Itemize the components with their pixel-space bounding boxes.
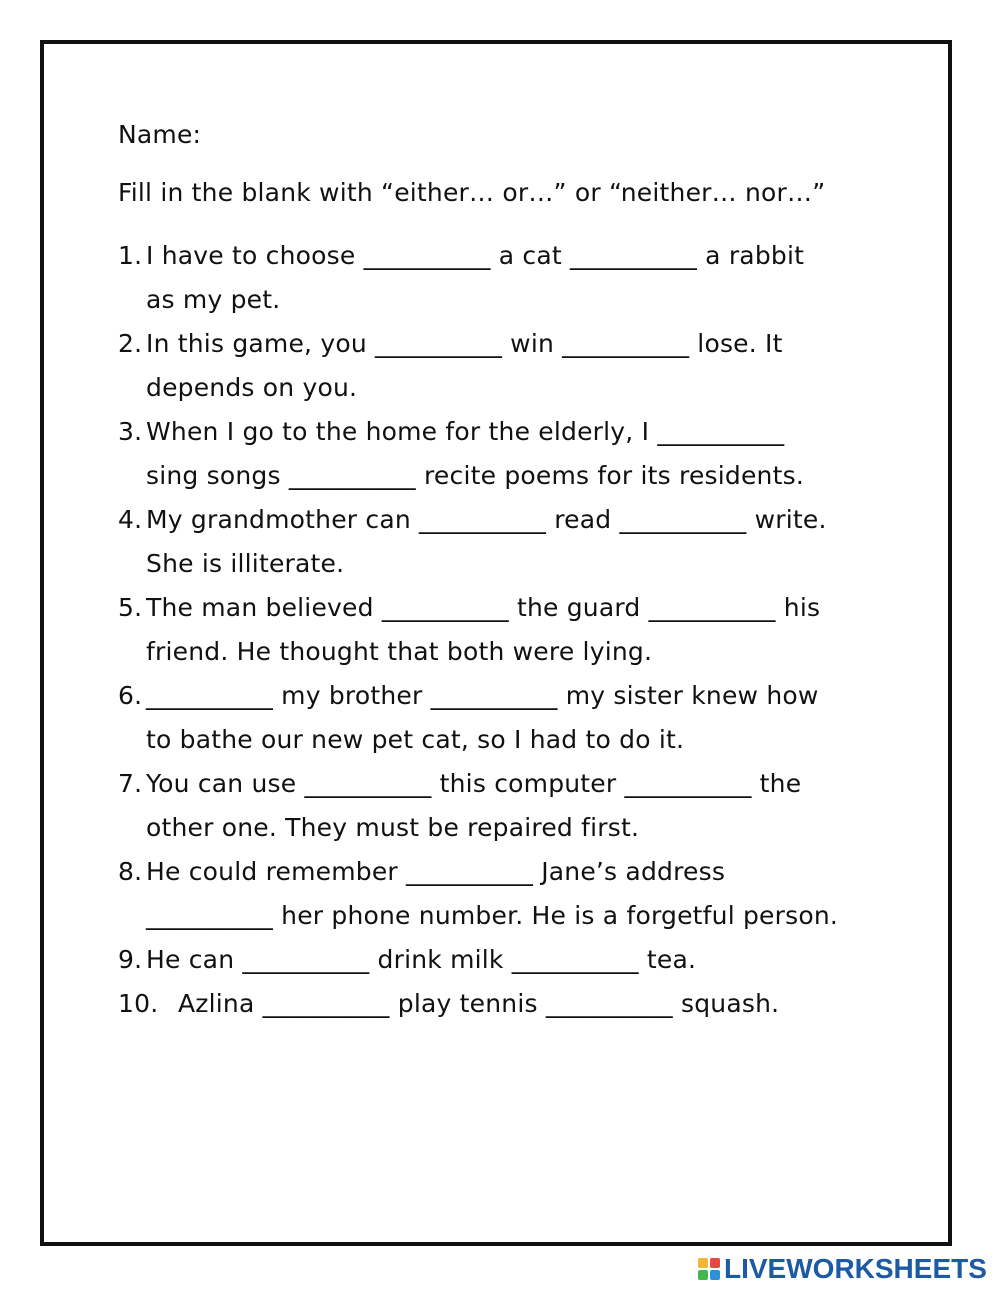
question-number: 2.: [118, 329, 143, 358]
instructions-text: Fill in the blank with “either… or…” or “neither… nor…”: [118, 178, 826, 207]
question-text-line-1: Azlina __________ play tennis __________ squash.: [178, 989, 780, 1018]
question-1: [118, 234, 898, 322]
question-number: 5.: [118, 593, 143, 622]
question-text-line-1: When I go to the home for the elderly, I __________: [146, 417, 785, 446]
logo-blocks-icon: [698, 1258, 720, 1280]
question-3: [118, 410, 898, 498]
question-text-line-2: depends on you.: [146, 373, 358, 402]
question-text-line-2: She is illiterate.: [146, 549, 345, 578]
question-number: 6.: [118, 681, 143, 710]
question-9: [118, 938, 898, 982]
question-8: [118, 850, 898, 938]
question-text-line-1: You can use __________ this computer __________ the: [146, 769, 802, 798]
question-text-line-1: He can __________ drink milk __________ tea.: [146, 945, 697, 974]
question-text-line-1: The man believed __________ the guard __________ his: [146, 593, 821, 622]
question-list: [118, 234, 898, 1026]
question-number: 8.: [118, 857, 143, 886]
question-text-line-2: friend. He thought that both were lying.: [146, 637, 653, 666]
question-text-line-1: I have to choose __________ a cat __________ a rabbit: [146, 241, 805, 270]
logo-block: [710, 1270, 720, 1280]
question-text-line-2: __________ her phone number. He is a forgetful person.: [146, 901, 839, 930]
liveworksheets-logo: [698, 1254, 987, 1284]
question-number: 7.: [118, 769, 143, 798]
question-6: [118, 674, 898, 762]
question-7: [118, 762, 898, 850]
logo-block: [698, 1270, 708, 1280]
question-number: 1.: [118, 241, 143, 270]
question-text-line-1: My grandmother can __________ read __________ write.: [146, 505, 827, 534]
question-text-line-1: __________ my brother __________ my sister knew how: [146, 681, 819, 710]
question-number: 10.: [118, 989, 159, 1018]
question-text-line-1: In this game, you __________ win __________ lose. It: [146, 329, 783, 358]
question-5: [118, 586, 898, 674]
question-text-line-2: as my pet.: [146, 285, 281, 314]
question-2: [118, 322, 898, 410]
question-10: [118, 982, 898, 1026]
question-number: 4.: [118, 505, 143, 534]
question-text-line-1: He could remember __________ Jane’s address: [146, 857, 726, 886]
name-label: Name:: [118, 120, 202, 149]
question-number: 3.: [118, 417, 143, 446]
logo-block: [698, 1258, 708, 1268]
question-text-line-2: sing songs __________ recite poems for its residents.: [146, 461, 804, 490]
question-text-line-2: other one. They must be repaired first.: [146, 813, 640, 842]
logo-block: [710, 1258, 720, 1268]
question-text-line-2: to bathe our new pet cat, so I had to do it.: [146, 725, 685, 754]
question-number: 9.: [118, 945, 143, 974]
question-4: [118, 498, 898, 586]
logo-text: LIVEWORKSHEETS: [724, 1253, 987, 1284]
